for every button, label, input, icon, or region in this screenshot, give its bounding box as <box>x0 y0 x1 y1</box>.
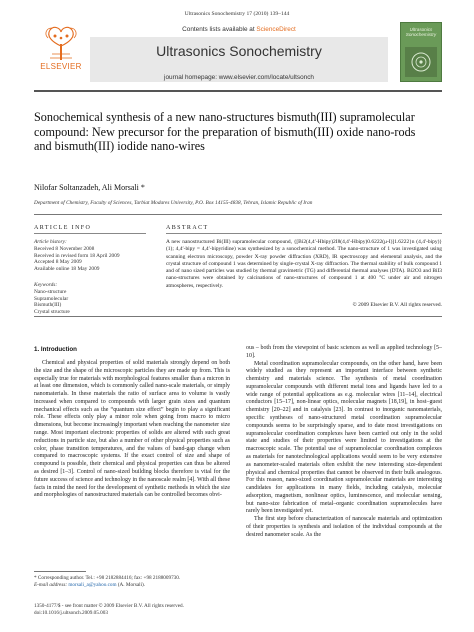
article-info-rule <box>34 233 146 234</box>
article-title: Sonochemical synthesis of a new nano-structures bismuth(III) supramolecular compound: New precursor for the preparation of bismuth(III) oxide nano-rods and bismuth(III) iodide nano-wires <box>34 110 416 154</box>
introduction-heading: 1. Introduction <box>34 346 77 353</box>
email-link[interactable]: morsali_a@yahoo.com <box>68 581 117 588</box>
keyword: Crystal structure <box>34 309 70 316</box>
journal-banner <box>90 22 388 86</box>
history-item: Received 8 November 2008 <box>34 245 95 252</box>
contents-prefix: Contents lists available at <box>182 26 257 33</box>
elsevier-tree-logo <box>40 24 82 62</box>
email-suffix: (A. Morsali). <box>116 581 146 588</box>
footnote-rule <box>34 571 86 572</box>
journal-cover-thumbnail <box>400 22 442 82</box>
affiliation-divider <box>34 214 442 215</box>
article-history <box>34 239 146 273</box>
history-label: Article history: <box>34 239 67 245</box>
article-authors: Nilofar Soltanzadeh, Ali Morsali * <box>34 183 145 192</box>
abstract-rule <box>166 233 442 234</box>
intro-paragraph: Metal coordination supramolecular compounds, on the other hand, have been widely studied as they represent an important interface between synthetic chemistry and materials science. The synthesis of metal coordination supramolecular compounds with different metal ions and ligands have led to a wide range of potential applications as e.g. molecular wires [11–14], electrical conductors [15–17], non-linear optics, molecular magnets [18,19], in host–guest chemistry [20–22] and in catalysis [23]. In contrast to inorganic nanomaterials, specific syntheses of nano-structured metal coordination supramolecular compounds seems to be surprisingly sparse, and to date most investigations on supramolecular coordination complexes have been carried out only in the solid state and studies of their properties were limited to investigations at the macroscopic scale. The potential use of supramolecular coordination complexes as materials for nanotechnological applications would seem to be very extensive as nanometer-scaled materials often exhibit the new interesting size-dependent physical and chemical properties that cannot be observed in their bulk analogous. For this reason, nano-sized coordination supramolecular materials are interesting candidates for applications in many fields, including catalysis, molecular adsorption, magnetism, nonlinear optics, luminescence, and molecular sensing, but nano-size fabrication of metal–organic coordination supramolecules have rarely been investigated yet. <box>246 360 442 515</box>
masthead-divider <box>34 90 442 92</box>
intro-paragraph: Chemical and physical properties of solid materials strongly depend on both the size and the shape of the microscopic particles they are made up from. This is especially true for materials with morphological features smaller than a micron in at least one dimension, which is commonly called nano-scale materials, or simply nanomaterials. In these materials the ratio of surface area to volume is vastly increased when compared to compounds with larger grain sizes and quantum mechanical effects such as the “quantum size effect” begin to play a significant role. These effects only play a minor role when going from macro to micro dimensions, but become increasingly important when reaching the nanometer size range. Most important electronic properties of solids are altered with such great reductions in particle size, but also a number of other physical properties such as color, phase transition temperatures, and the values of band-gap change when compared to macroscopic systems. If the exact control of size and shape of compound is possible, their chemical and physical properties can thus be altered as desired [1–3]. Control of nano-sized building blocks therefore is vital for the future success of science and technology in the nanoscale realm [4]. With all these facts in mind the need for the development of synthetic methods in which the size and morphologies of nanostructured materials can be controlled becomes obvi- <box>34 360 230 499</box>
running-head: Ultrasonics Sonochemistry 17 (2010) 139–144 <box>184 11 290 17</box>
journal-masthead <box>34 22 442 86</box>
body-column-left <box>34 360 230 500</box>
issn-line: 1350-4177/$ - see front matter © 2009 Elsevier B.V. All rights reserved. <box>34 603 184 609</box>
journal-homepage[interactable]: journal homepage: www.elsevier.com/locate/ultsonch <box>164 74 314 81</box>
doi-line[interactable]: doi:10.1016/j.ultsonch.2009.05.003 <box>34 609 108 616</box>
keyword: Nano-structure <box>34 288 67 295</box>
sciencedirect-link[interactable]: ScienceDirect <box>256 26 296 33</box>
cover-art-icon <box>405 47 437 77</box>
publisher-name: ELSEVIER <box>40 62 82 71</box>
keywords-label: Keywords: <box>34 282 58 288</box>
keywords-block <box>34 282 146 316</box>
keyword: Supramolecular <box>34 295 69 302</box>
author-affiliation: Department of Chemistry, Faculty of Sciences, Tarbiat Modares University, P.O. Box 14155-4838, Tehran, Islamic Republic of Iran <box>34 200 313 206</box>
intro-continuation: ous – both from the viewpoint of basic sciences as well as applied technology [5–10]. <box>246 345 442 359</box>
article-info-heading: ARTICLE INFO <box>34 225 92 231</box>
journal-title: Ultrasonics Sonochemistry <box>156 43 322 59</box>
abstract-heading: ABSTRACT <box>166 225 209 231</box>
intro-paragraph: The first step before characterization of nanoscale materials and optimization of their properties is synthesis and isolation of the individual compounds at the desired nanometer scale. As the <box>246 516 442 538</box>
history-item: Accepted 8 May 2009 <box>34 259 82 266</box>
abstract-text: A new nanostructured Bi(III) supramolecular compound, {[Bi2(4,4′-Hbipy)2I8(4,4′-Hbipy)0.6222(μ-I)]1.6222}n (4,4′-bipy)}(1); 4,4′-bipy = 4,4′-bipyridine) was synthesized by a sonochemical method. The nano-structure of 1 was investigated using scanning electron microscopy, powder X-ray powder diffraction (XRD), IR spectroscopy and elemental analysis, and the crystal structure of compound 1 was determined by single-crystal X-ray diffraction. The thermal stability of bulk compound 1 and of nano sized particles was studied by thermal gravimetric (TG) and differential thermal analyses (DTA). Bi2O3 and BiI3 nano-structures were obtained by calcinations of nano-structures of compound 1 at 400 °C under air and nitrogen atmospheres, respectively. <box>166 239 442 289</box>
issn-doi-block <box>34 603 230 616</box>
history-item: Available online 18 May 2009 <box>34 266 100 273</box>
cover-title: Ultrasonics Sonochemistry <box>405 27 437 37</box>
keyword: Bismuth(III) <box>34 302 62 309</box>
corresponding-author-footnote <box>34 575 230 588</box>
elsevier-logo <box>34 22 88 86</box>
abstract-copyright: © 2009 Elsevier B.V. All rights reserved. <box>352 302 442 308</box>
body-column-right <box>246 345 442 540</box>
email-label: E-mail address: <box>34 581 69 588</box>
email-line <box>34 582 230 589</box>
contents-line <box>90 26 388 33</box>
abstract-divider <box>34 316 442 317</box>
corresponding-author: * Corresponding author. Tel.: +98 2182884416; fax: +98 2188009730. <box>34 575 181 581</box>
history-item: Received in revised form 18 April 2009 <box>34 252 120 259</box>
